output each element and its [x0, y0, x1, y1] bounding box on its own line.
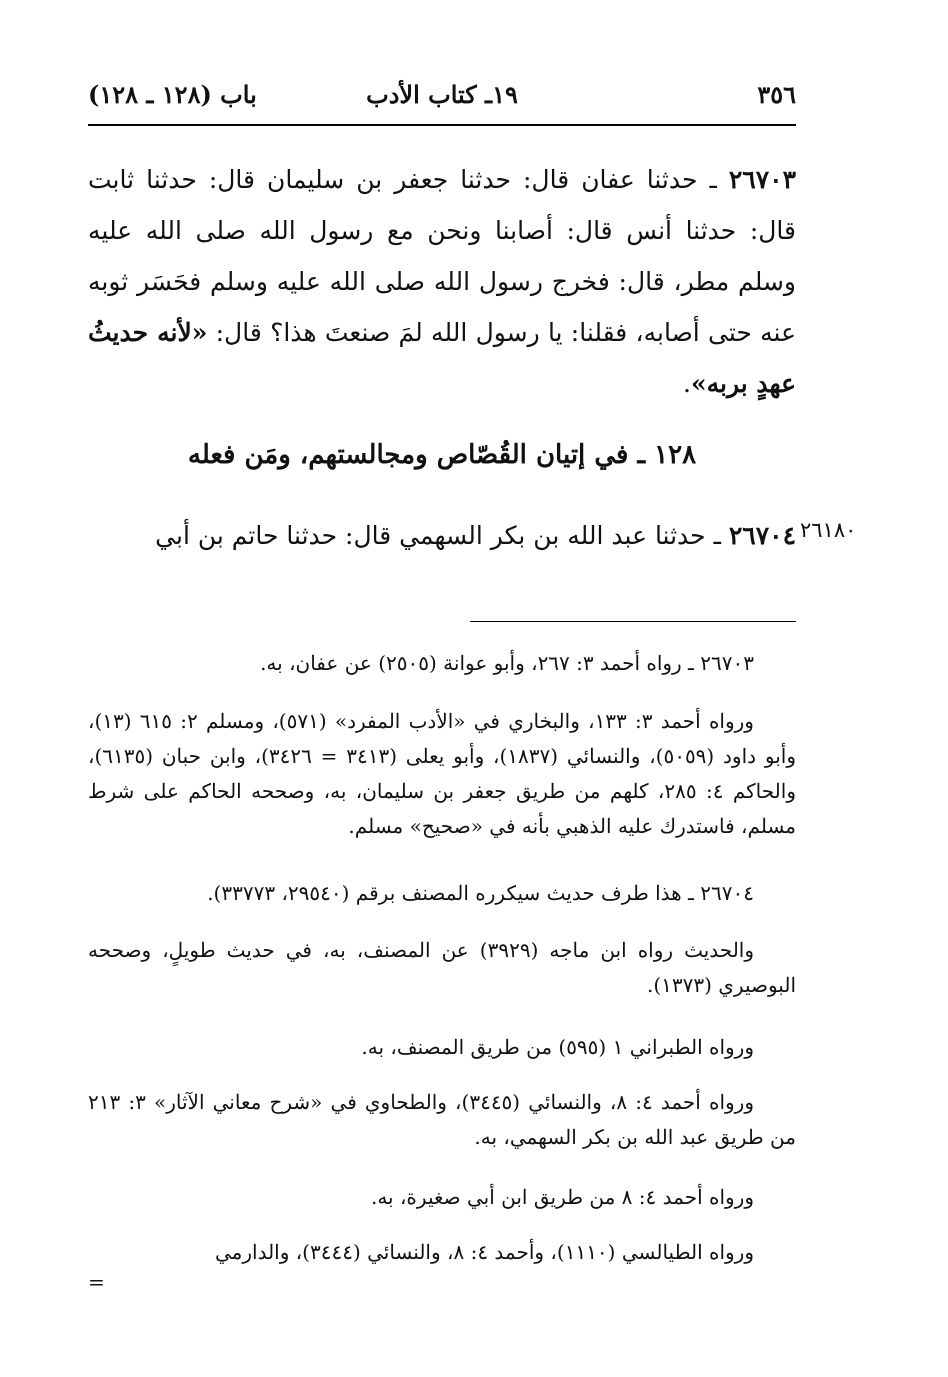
hadith-number: ٢٦٧٠٣: [728, 165, 796, 194]
footnote: ورواه الطبراني ١ (٥٩٥) من طريق المصنف، به.: [361, 1035, 754, 1059]
chapter-title: ١٩ـ كتاب الأدب: [366, 80, 518, 109]
hadith-26703: [88, 154, 796, 409]
continuation-mark: =: [88, 1270, 105, 1294]
running-header: [88, 80, 796, 120]
footnote-rule: [470, 621, 796, 622]
hadith-26704: [88, 510, 796, 561]
hadith-text: ـ حدثنا عبد الله بن بكر السهمي قال: حدثنا حاتم بن أبي: [155, 521, 729, 550]
footnote: ٢٦٧٠٤ ـ هذا طرف حديث سيكرره المصنف برقم (٢٩٥٤٠، ٣٣٧٧٣).: [207, 881, 754, 905]
footnote: والحديث رواه ابن ماجه (٣٩٢٩) عن المصنف، به، في حديث طويلٍ، وصححه البوصيري (١٣٧٣).: [88, 938, 796, 997]
hadith-text: ـ حدثنا عفان قال: حدثنا جعفر بن سليمان قال: حدثنا ثابت قال: حدثنا أنس قال: أصابنا ونحن مع رسول الله صلى الله عليه وسلم مطر، قال: فخرج رسول الله صلى الله عليه وسلم فحَسَر ثوبه عنه حتى أصابه، فقلنا: يا رسول الله لمَ صنعتَ هذا؟ قال:: [88, 165, 796, 347]
margin-reference: ٢٦١٨٠: [800, 518, 857, 542]
hadith-number: ٢٦٧٠٤: [728, 521, 796, 550]
footnote: ورواه الطيالسي (١١١٠)، وأحمد ٤: ٨، والنسائي (٣٤٤٤)، والدارمي: [214, 1240, 754, 1264]
header-rule: [88, 124, 796, 126]
hadith-end: .: [683, 369, 691, 398]
section-heading: ١٢٨ ـ في إتيان القُصّاص ومجالستهم، ومَن فعله: [187, 440, 697, 470]
footnote: ورواه أحمد ٣: ١٣٣، والبخاري في «الأدب المفرد» (٥٧١)، ومسلم ٢: ٦١٥ (١٣)، وأبو داود (٥٠٥٩)، والنسائي (١٨٣٧)، وأبو يعلى (٣٤١٣ = ٣٤٢٦)، وابن حبان (٦١٣٥)، والحاكم ٤: ٢٨٥، كلهم من طريق جعفر بن سليمان، به، وصححه الحاكم على شرط مسلم، فاستدرك عليه الذهبي بأنه في «صحيح» مسلم.: [88, 709, 796, 838]
footnote: ورواه أحمد ٤: ٨، والنسائي (٣٤٤٥)، والطحاوي في «شرح معاني الآثار» ٣: ٢١٣ من طريق عبد الله بن بكر السهمي، به.: [88, 1090, 796, 1149]
footnote: ٢٦٧٠٣ ـ رواه أحمد ٣: ٢٦٧، وأبو عوانة (٢٥٠٥) عن عفان، به.: [260, 651, 754, 675]
footnote: ورواه أحمد ٤: ٨ من طريق ابن أبي صغيرة، به.: [370, 1185, 754, 1209]
hadith-quote: «لأنه حديثُ عهدٍ بربه»: [88, 318, 796, 398]
page-number: ٣٥٦: [757, 80, 796, 109]
bab-range: باب (١٢٨ ـ ١٢٨): [88, 80, 257, 109]
